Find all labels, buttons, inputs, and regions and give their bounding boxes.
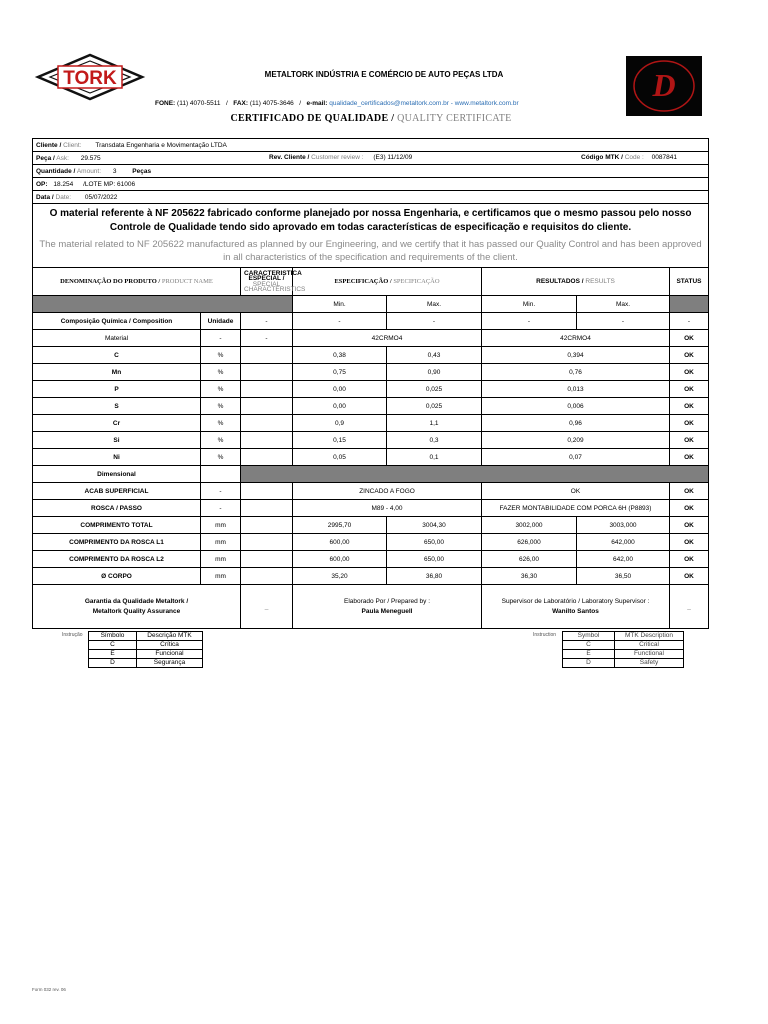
spec-max: 0,43: [387, 347, 482, 364]
product-header: DENOMINAÇÃO DO PRODUTO /: [60, 278, 161, 285]
unit-cell: -: [201, 500, 241, 517]
amount-row: [33, 165, 709, 178]
certificate-table: [32, 138, 709, 629]
dimensional-label: Dimensional: [33, 466, 201, 483]
result-max-header: Max.: [577, 296, 670, 313]
unit-cell: %: [201, 364, 241, 381]
material-label: Material: [33, 330, 201, 347]
logo-text: TORK: [63, 68, 117, 89]
fone-value: (11) 4070-5511: [177, 100, 221, 107]
status-ok: OK: [670, 398, 709, 415]
spec-max-header: Max.: [387, 296, 482, 313]
status-ok: OK: [670, 449, 709, 466]
spec-header: ESPECIFICAÇÃO /: [334, 278, 392, 285]
status-ok: OK: [670, 381, 709, 398]
client-label: Cliente /: [36, 141, 62, 149]
spec-max: 650,00: [387, 534, 482, 551]
unit-cell: %: [201, 381, 241, 398]
spec-header-en: SPECIFICAÇÃO: [393, 278, 440, 285]
dash-cell: -: [387, 313, 482, 330]
legend-desc: Crítica: [137, 641, 203, 650]
dim-row: [33, 568, 709, 585]
status-ok: OK: [670, 551, 709, 568]
unit-cell: %: [201, 415, 241, 432]
unit-cell: %: [201, 398, 241, 415]
signature-dash: _: [241, 585, 293, 629]
rev-value: (E3) 11/12/09: [373, 154, 413, 161]
legend-symbol: C: [563, 641, 615, 650]
dimensional-header-row: [33, 466, 709, 483]
op-row: [33, 178, 709, 191]
result-value: 0,76: [482, 364, 670, 381]
spec-min: 0,9: [293, 415, 387, 432]
dim-label: COMPRIMENTO DA ROSCA L1: [33, 534, 201, 551]
legend-desc-header: Descrição MTK: [137, 632, 203, 641]
prepared-by-name: Paula Meneguell: [361, 607, 413, 615]
dim-row: [33, 551, 709, 568]
spec-min: 600,00: [293, 534, 387, 551]
prepared-by-label: Elaborado Por / Prepared by :: [344, 597, 430, 605]
composition-header-row: [33, 313, 709, 330]
material-carac: -: [241, 330, 293, 347]
status-ok: OK: [670, 364, 709, 381]
spec-min: 2995,70: [293, 517, 387, 534]
element-label: Cr: [33, 415, 201, 432]
element-label: C: [33, 347, 201, 364]
unit-cell: %: [201, 347, 241, 364]
dash-cell: -: [482, 313, 577, 330]
spec-max: 0,025: [387, 381, 482, 398]
spec-value: ZINCADO A FOGO: [293, 483, 482, 500]
code-label: Código MTK /: [581, 154, 623, 161]
result-min-header: Min.: [482, 296, 577, 313]
result-value: 0,013: [482, 381, 670, 398]
dash-cell: -: [293, 313, 387, 330]
dash-cell: -: [577, 313, 670, 330]
spec-max: 3004,30: [387, 517, 482, 534]
dim-row: [33, 534, 709, 551]
spec-max: 36,80: [387, 568, 482, 585]
date-label-en: Date:: [55, 193, 72, 201]
date-label: Data /: [36, 193, 54, 201]
chem-row: [33, 432, 709, 449]
spec-value: M89 - 4,00: [293, 500, 482, 517]
site-separator: -: [448, 100, 455, 107]
code-label-en: Code :: [624, 154, 644, 161]
signature-dash: _: [670, 585, 709, 629]
result-value: 0,394: [482, 347, 670, 364]
spec-max: 0,1: [387, 449, 482, 466]
lote-value: /LOTE MP: 61006: [83, 180, 136, 188]
spec-max: 1,1: [387, 415, 482, 432]
result-value: 0,209: [482, 432, 670, 449]
statement-en: The material related to NF 205622 manufactured as planned by our Engineering, and we certify that it has passed our Quality Control and has been approved in all characteristics of the specification and requirements of the client.: [39, 239, 702, 263]
results-header: RESULTADOS /: [536, 278, 584, 285]
composition-label: Composição Química / Composition: [33, 313, 201, 330]
dim-label: Ø CORPO: [33, 568, 201, 585]
spec-max: 650,00: [387, 551, 482, 568]
rev-label-en: Customer review :: [311, 154, 364, 161]
statement-row: [33, 204, 709, 268]
result-min: 626,00: [482, 551, 577, 568]
element-label: P: [33, 381, 201, 398]
unit-cell: mm: [201, 534, 241, 551]
result-value: FAZER MONTABILIDADE COM PORCA 6H (P8893): [482, 500, 670, 517]
legend-en-label: Instruction: [533, 632, 557, 638]
result-min: 36,30: [482, 568, 577, 585]
legend-symbol: E: [89, 650, 137, 659]
client-label-en: Client:: [63, 141, 82, 149]
legend-symbol: D: [563, 659, 615, 668]
dash-cell: -: [670, 313, 709, 330]
supervisor-label: Supervisor de Laboratório / Laboratory Supervisor :: [501, 597, 650, 605]
legend-desc-header: MTK Description: [615, 632, 684, 641]
columns-header-row: [33, 268, 709, 296]
result-value: 0,07: [482, 449, 670, 466]
legend-desc: Critical: [615, 641, 684, 650]
legend-symbol-header: Symbol: [563, 632, 615, 641]
company-name: METALTORK INDÚSTRIA E COMÉRCIO DE AUTO PEÇAS LTDA: [264, 70, 504, 79]
title-pt: CERTIFICADO DE QUALIDADE /: [230, 113, 395, 124]
result-max: 36,50: [577, 568, 670, 585]
email-link[interactable]: qualidade_certificados@metaltork.com.br: [329, 100, 449, 107]
op-label: OP:: [36, 180, 48, 188]
element-label: Ni: [33, 449, 201, 466]
result-value: OK: [482, 483, 670, 500]
part-value: 29.575: [80, 154, 101, 162]
product-header-en: PRODUCT NAME: [161, 278, 213, 285]
fone-label: FONE:: [155, 100, 176, 107]
op-value: 18.254: [53, 180, 74, 188]
result-max: 3003,000: [577, 517, 670, 534]
fax-label: FAX:: [233, 100, 249, 107]
title-en: QUALITY CERTIFICATE: [397, 113, 512, 124]
status-header: STATUS: [670, 268, 709, 296]
material-unit: -: [201, 330, 241, 347]
results-header-en: RESULTS: [585, 278, 615, 285]
special-char-header-en: SPECIAL CHARACTERISTICS: [244, 280, 306, 293]
legend-pt-label: Instrução: [62, 632, 83, 638]
spec-min: 35,20: [293, 568, 387, 585]
spec-min: 0,00: [293, 398, 387, 415]
code-value: 0087841: [651, 154, 677, 161]
legend-symbol: C: [89, 641, 137, 650]
status-ok: OK: [670, 483, 709, 500]
client-row: [33, 139, 709, 152]
element-label: Si: [33, 432, 201, 449]
legend-desc: Functional: [615, 650, 684, 659]
chem-row: [33, 398, 709, 415]
spec-min: 0,38: [293, 347, 387, 364]
quality-assurance-label: Garantia da Qualidade Metaltork /: [84, 597, 189, 605]
unit-cell: mm: [201, 551, 241, 568]
legend-desc: Funcional: [137, 650, 203, 659]
spec-max: 0,3: [387, 432, 482, 449]
special-char-header: CARACTERISTICA ESPECIAL /: [244, 269, 302, 282]
signature-row: [33, 585, 709, 629]
status-ok: OK: [670, 330, 709, 347]
part-label-en: Ask:: [56, 154, 69, 162]
fax-value: (11) 4075-3646: [249, 100, 294, 107]
certificate-title: [0, 113, 742, 124]
dim-label: COMPRIMENTO DA ROSCA L2: [33, 551, 201, 568]
dim-label: COMPRIMENTO TOTAL: [33, 517, 201, 534]
legend-symbol: D: [89, 659, 137, 668]
date-row: [33, 191, 709, 204]
amount-label: Quantidade /: [36, 167, 76, 175]
spec-min: 0,00: [293, 381, 387, 398]
amount-value: 3: [112, 167, 117, 175]
legend-desc: Segurança: [137, 659, 203, 668]
status-ok: OK: [670, 500, 709, 517]
material-result: 42CRMO4: [482, 330, 670, 347]
spec-min: 0,15: [293, 432, 387, 449]
certification-badge: [626, 56, 702, 116]
legend-en-table: [562, 631, 684, 668]
result-value: 0,006: [482, 398, 670, 415]
unit-cell: mm: [201, 517, 241, 534]
result-min: 3002,000: [482, 517, 577, 534]
unit-cell: %: [201, 449, 241, 466]
spec-min: 600,00: [293, 551, 387, 568]
spec-max: 0,025: [387, 398, 482, 415]
element-label: S: [33, 398, 201, 415]
dash-cell: -: [241, 313, 293, 330]
dim-text-row: [33, 500, 709, 517]
legend-pt-table: [88, 631, 203, 668]
dim-text-row: [33, 483, 709, 500]
material-row: [33, 330, 709, 347]
part-row: [33, 152, 709, 165]
element-label: Mn: [33, 364, 201, 381]
unit-label: Unidade: [201, 313, 241, 330]
spec-min: 0,75: [293, 364, 387, 381]
spec-min: 0,05: [293, 449, 387, 466]
minmax-row: [33, 296, 709, 313]
site-link[interactable]: www.metaltork.com.br: [454, 100, 519, 107]
badge-letter: D: [652, 67, 676, 103]
legend-desc: Safety: [615, 659, 684, 668]
unit-cell: %: [201, 432, 241, 449]
status-ok: OK: [670, 517, 709, 534]
statement-pt: O material referente à NF 205622 fabricado conforme planejado por nossa Engenharia, e certificamos que o mesmo passou pelo nosso Controle de Qualidade tendo sido aprovado em todas características de especificação e requisitos do cliente.: [49, 208, 692, 233]
supervisor-name: Wanilto Santos: [552, 607, 599, 615]
dim-label: ROSCA / PASSO: [33, 500, 201, 517]
status-ok: OK: [670, 534, 709, 551]
spec-max: 0,90: [387, 364, 482, 381]
chem-row: [33, 381, 709, 398]
result-max: 642,00: [577, 551, 670, 568]
chem-row: [33, 364, 709, 381]
amount-unit: Peças: [132, 167, 152, 175]
result-value: 0,96: [482, 415, 670, 432]
chem-row: [33, 347, 709, 364]
dim-row: [33, 517, 709, 534]
legend-symbol: E: [563, 650, 615, 659]
date-value: 05/07/2022: [84, 193, 118, 201]
quality-assurance-label-en: Metaltork Quality Assurance: [92, 607, 181, 615]
material-spec: 42CRMO4: [293, 330, 482, 347]
form-footer: Form 032 rev. 06: [32, 987, 66, 992]
dim-label: ACAB SUPERFICIAL: [33, 483, 201, 500]
result-min: 626,000: [482, 534, 577, 551]
legend-symbol-header: Símbolo: [89, 632, 137, 641]
spec-min-header: Min.: [293, 296, 387, 313]
contact-line: FONE: (11) 4070-5511 / FAX: (11) 4075-3646 / e-mail: qualidade_certificados@metaltork.com.br - www.metaltork.com.br: [155, 100, 519, 107]
result-max: 642,000: [577, 534, 670, 551]
chem-row: [33, 415, 709, 432]
client-value: Transdata Engenharia e Movimentação LTDA: [95, 141, 227, 149]
status-ok: OK: [670, 568, 709, 585]
part-label: Peça /: [36, 154, 55, 162]
status-ok: OK: [670, 347, 709, 364]
rev-label: Rev. Cliente /: [269, 154, 310, 161]
status-ok: OK: [670, 415, 709, 432]
amount-label-en: Amount:: [76, 167, 102, 175]
unit-cell: -: [201, 483, 241, 500]
unit-cell: mm: [201, 568, 241, 585]
email-label: e-mail:: [306, 100, 328, 107]
chem-row: [33, 449, 709, 466]
status-ok: OK: [670, 432, 709, 449]
